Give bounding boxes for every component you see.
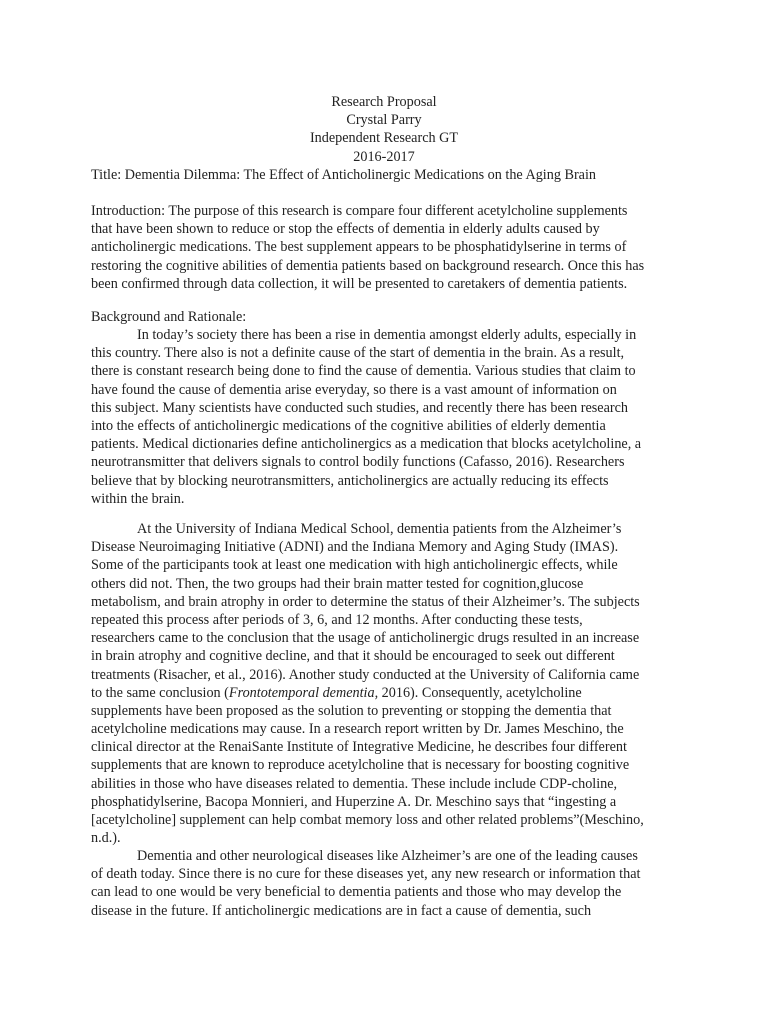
- school-year: 2016-2017: [353, 148, 415, 165]
- paragraph-line: can lead to one would be very beneficial to dementia patients and those who may develop the: [91, 884, 622, 901]
- paragraph-line: acetylcholine medications may cause. In a research report written by Dr. James Meschino, the: [91, 721, 624, 738]
- doc-type: Research Proposal: [331, 94, 437, 110]
- paragraph-line: this country. There also is not a definite cause of the start of dementia in the brain. As a result,: [91, 345, 625, 362]
- paragraph-line: in brain atrophy and cognitive decline, and that it should be encouraged to seek out different: [91, 648, 615, 665]
- paragraph-line: supplements have been proposed as the solution to preventing or stopping the dementia that: [91, 702, 612, 719]
- paragraph-line: there is constant research being done to find the cause of dementia. Various studies that claim to: [91, 363, 636, 380]
- intro-line: anticholinergic medications. The best supplement appears to be phosphatidylserine in terms of: [91, 239, 627, 256]
- paragraph-line: Dementia and other neurological diseases like Alzheimer’s are one of the leading causes: [137, 848, 638, 864]
- paragraph-line: phosphatidylserine, Bacopa Monnieri, and Huperzine A. Dr. Meschino says that “ingesting a: [91, 793, 617, 810]
- intro-line: been confirmed through data collection, it will be presented to caretakers of dementia patients.: [91, 275, 628, 292]
- intro-line: Introduction: The purpose of this research is compare four different acetylcholine supplements: [91, 203, 628, 219]
- paragraph-line: metabolism, and brain atrophy in order to determine the status of their Alzheimer’s. The subjects: [91, 593, 640, 610]
- title-line: Title: Dementia Dilemma: The Effect of Anticholinergic Medications on the Aging Brain: [91, 167, 597, 183]
- paragraph-line: [acetylcholine] supplement can help combat memory loss and other related problems”(Meschino,: [91, 812, 644, 828]
- paragraph-line-with-italic: [91, 684, 691, 702]
- paragraph-line: supplements that are known to reproduce acetylcholine that is necessary for boosting cognitive: [91, 757, 630, 774]
- background-paragraph-2: [91, 520, 691, 847]
- text-run: 2016). Consequently, acetylcholine: [378, 684, 582, 701]
- paragraph-line: Disease Neuroimaging Initiative (ADNI) and the Indiana Memory and Aging Study (IMAS).: [91, 539, 619, 556]
- background-paragraph-1: [91, 326, 691, 508]
- paragraph-line: researchers came to the conclusion that the usage of anticholinergic drugs resulted in an increase: [91, 630, 640, 647]
- paragraph-line: of death today. Since there is no cure for these diseases yet, any new research or information that: [91, 866, 641, 883]
- paragraph-line: Some of the participants took at least one medication with high anticholinergic effects, while: [91, 557, 618, 574]
- paragraph-line: patients. Medical dictionaries define anticholinergics as a medication that blocks acetylcholine, a: [91, 436, 642, 453]
- intro-line: restoring the cognitive abilities of dementia patients based on background research. Once this has: [91, 257, 645, 274]
- course-name: Independent Research GT: [309, 130, 459, 147]
- intro-line: that have been shown to reduce or stop the effects of dementia in elderly adults caused by: [91, 221, 600, 238]
- text-run: to the same conclusion (: [91, 684, 229, 701]
- introduction-paragraph: [91, 202, 691, 293]
- paragraph-line: others did not. Then, the two groups had their brain matter tested for cognition,glucose: [91, 575, 584, 592]
- paragraph-line: believe that by blocking neurotransmitters, anticholinergics are actually reducing its effects: [91, 472, 609, 489]
- paragraph-line: disease in the future. If anticholinergic medications are in fact a cause of dementia, such: [91, 902, 592, 919]
- paragraph-line: treatments (Risacher, et al., 2016). Another study conducted at the University of California came: [91, 666, 640, 683]
- paragraph-line: repeated this process after periods of 3, 6, and 12 months. After conducting these tests,: [91, 611, 583, 628]
- paragraph-line: neurotransmitter that delivers signals to control bodily functions (Cafasso, 2016). Researchers: [91, 454, 625, 471]
- italic-citation: Frontotemporal dementia,: [228, 684, 379, 701]
- paragraph-line: within the brain.: [91, 490, 185, 507]
- paragraph-line: clinical director at the RenaiSante Institute of Integrative Medicine, he describes four different: [91, 739, 627, 756]
- paragraph-line: n.d.).: [91, 830, 121, 847]
- paragraph-line: this subject. Many scientists have conducted such studies, and recently there has been research: [91, 399, 628, 416]
- paragraph-line: have found the cause of dementia arise everyday, so there is a vast amount of information on: [91, 381, 617, 398]
- paragraph-line: into the effects of anticholinergic medications of the cognitive abilities of elderly dementia: [91, 417, 606, 434]
- background-paragraph-3: [91, 847, 691, 920]
- paragraph-line: At the University of Indiana Medical School, dementia patients from the Alzheimer’s: [137, 521, 622, 537]
- author-name: Crystal Parry: [346, 112, 422, 129]
- paragraph-line: abilities in those who have diseases related to dementia. These include include CDP-choline,: [91, 775, 618, 792]
- paragraph-line: In today’s society there has been a rise in dementia amongst elderly adults, especially in: [137, 327, 637, 343]
- section-heading-background: Background and Rationale:: [91, 309, 247, 325]
- document-header: [0, 93, 768, 166]
